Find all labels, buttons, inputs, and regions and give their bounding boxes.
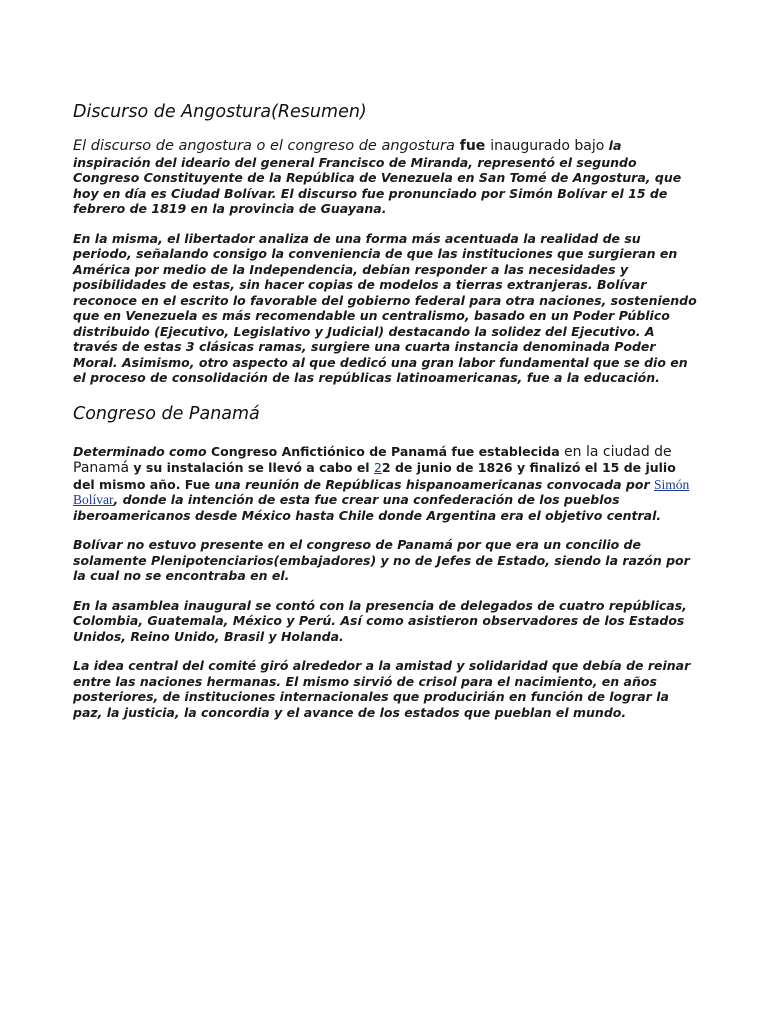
section-heading-panama: Congreso de Panamá bbox=[73, 403, 260, 424]
document-body bbox=[73, 100, 698, 734]
panama-text-b: Congreso Anfictiónico de Panamá fue establecida bbox=[210, 443, 565, 459]
panama-text-d: y su instalación se llevó a cabo el bbox=[129, 460, 374, 475]
panama-text-f: una reunión de Repúblicas hispanoamericanas convocada por bbox=[214, 476, 654, 492]
intro-mid2-text: inaugurado bajo bbox=[490, 138, 605, 154]
paragraph-angostura-analysis: En la misma, el libertador analiza de una forma más acentuada la realidad de su periodo, señalando consigo la conveniencia de que las instituciones que surgieran en América por medio de la Independencia, debían responder a las necesidades y posibilidades de estas, sin hacer copias de modelos a tierras extranjeras. Bolívar reconoce en el escrito lo favorable del gobierno federal para otra naciones, sosteniendo que en Venezuela es más recomendable un centralismo, basado en un Poder Público distribuido (Ejecutivo, Legislativo y Judicial) destacando la solidez del Ejecutivo. A través de estas 3 clásicas ramas, surgiere una cuarta instancia denominada Poder Moral. Asimismo, otro aspecto al que dedicó una gran labor fundamental que se dio en el proceso de consolidación de las repúblicas latinoamericanas, fue a la educación. bbox=[73, 230, 697, 385]
paragraph-panama-intro bbox=[73, 444, 698, 524]
paragraph-bolivar-absence: Bolívar no estuvo presente en el congreso de Panamá por que era un concilio de solamente Plenipotenciarios(embajadores) y no de Jefes de Estado, siendo la razón por la cual no se encontraba en el. bbox=[73, 537, 690, 583]
intro-mid-text: fue bbox=[454, 138, 491, 154]
simon-bolivar-link[interactable]: Simón Bolívar bbox=[73, 476, 690, 507]
panama-text-g: , donde la intención de esta fue crear una confederación de los pueblos iberoamericanos desde México hasta Chile donde Argentina era el objetivo central. bbox=[73, 492, 662, 523]
paragraph-angostura-intro bbox=[73, 138, 698, 217]
panama-text-a: Determinado como bbox=[73, 443, 211, 459]
paragraph-inaugural-assembly: En la asamblea inaugural se contó con la presencia de delegados de cuatro repúblicas, Colombia, Guatemala, México y Perú. Así como asistieron observadores de los Estados Unidos, Reino Unido, Brasil y Holanda. bbox=[73, 597, 687, 644]
document-title: Discurso de Angostura(Resumen) bbox=[73, 102, 367, 122]
panama-text-c: en la ciudad de Panamá bbox=[73, 443, 672, 476]
paragraph-central-idea: La idea central del comité giró alrededor a la amistad y solidaridad que debía de reinar entre las naciones hermanas. El mismo sirvió de crisol para el nacimiento, en años posteriores, de instituciones internacionales que producirián en función de lograr la paz, la justicia, la concordia y el avance de los estados que pueblan el mundo. bbox=[73, 658, 691, 720]
intro-rest-text: la inspiración del ideario del general Francisco de Miranda, representó el segundo Congreso Constituyente de la República de Venezuela en San Tomé de Angostura, que hoy en día es Ciudad Bolívar. El discurso fue pronunciado por Simón Bolívar el 15 de febrero de 1819 en la provincia de Guayana. bbox=[73, 138, 682, 216]
date-link[interactable]: 2 bbox=[373, 460, 382, 475]
intro-lead-text: El discurso de angostura o el congreso de angostura bbox=[73, 138, 455, 154]
panama-text-e: 2 de junio de 1826 y finalizó el 15 de julio del mismo año. Fue bbox=[73, 460, 676, 492]
